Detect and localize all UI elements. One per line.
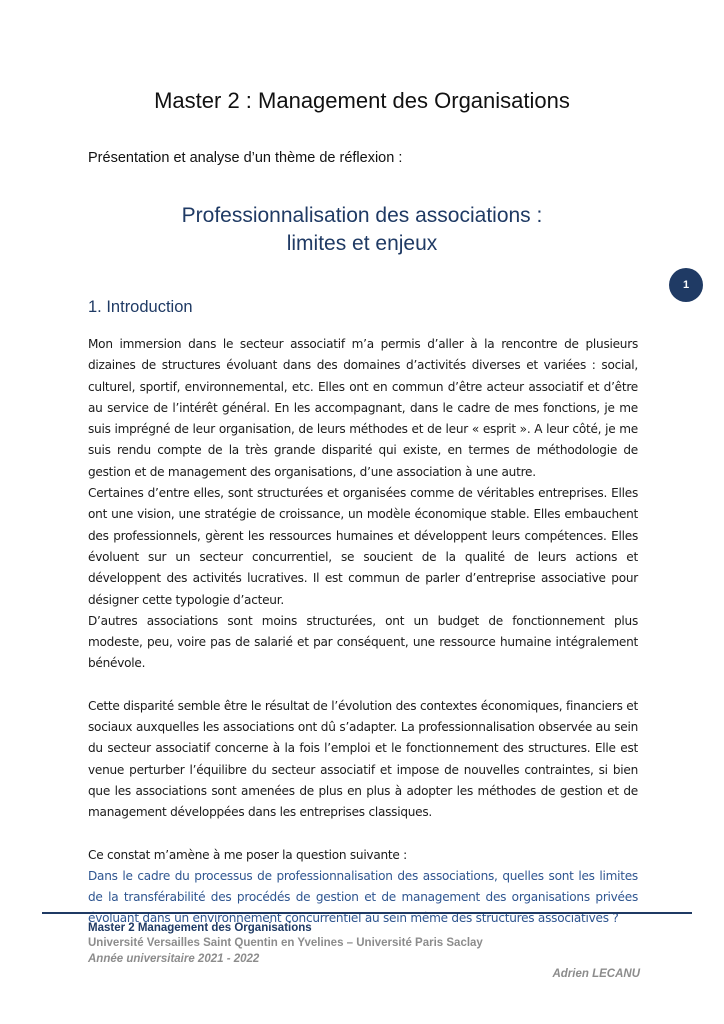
footer-divider: [42, 912, 692, 914]
section-heading: 1. Introduction: [88, 298, 193, 316]
footer-universities: Université Versailles Saint Quentin en Yvelines – Université Paris Saclay: [88, 937, 483, 949]
page-number-badge: 1: [669, 268, 703, 302]
theme-title-line-1: Professionnalisation des associations :: [181, 204, 543, 227]
paragraph: Ce constat m’amène à me poser la question suivante :: [88, 847, 408, 862]
research-question: Dans le cadre du processus de professionnalisation des associations, quelles sont les limites de la transférabilité des procédés de gestion et de management des organisations privées évoluant dans un environnement concurrentiel au sein même des structures associatives ?: [88, 868, 638, 926]
theme-title-line-2: limites et enjeux: [286, 232, 438, 255]
document-title: Master 2 : Management des Organisations: [154, 88, 570, 113]
paragraph: Cette disparité semble être le résultat de l’évolution des contextes économiques, financiers et sociaux auxquelles les associations ont dû s’adapter. La professionnalisation observée au sein du secteur associatif concerne à la fois l’emploi et le fonctionnement des structures. Elle est venue perturber l’équilibre du secteur associatif et impose de nouvelles contraintes, si bien que les associations sont amenées de plus en plus à adopter les méthodes de gestion et de management développées dans les entreprises classiques.: [88, 698, 638, 820]
document-subtitle: Présentation et analyse d’un thème de réflexion :: [88, 150, 403, 166]
footer-author: Adrien LECANU: [552, 968, 640, 980]
footer-program: Master 2 Management des Organisations: [88, 922, 312, 934]
paragraph: Certaines d’entre elles, sont structurées et organisées comme de véritables entreprises. Elles ont une vision, une stratégie de croissance, un modèle économique stable. Elles embauchent des professionnels, gèrent les ressources humaines et développent leurs compétences. Elles évoluent sur un secteur concurrentiel, se soucient de la qualité de leurs actions et développent des activités lucratives. Il est commun de parler d’entreprise associative pour désigner cette typologie d’acteur.: [88, 486, 638, 607]
paragraph: Mon immersion dans le secteur associatif m’a permis d’aller à la rencontre de plusieurs dizaines de structures évoluant dans des domaines d’activités diverses et variées : social, culturel, sportif, environnemental, etc. Elles ont en commun d’être acteur associatif et d’être au service de l’intérêt général. En les accompagnant, dans le cadre de mes fonctions, je me suis imprégné de leur organisation, de leurs méthodes et de leur « esprit ». A leur côté, je me suis rendu compte de la très grande disparité qui existe, en termes de méthodologie de gestion et de management des organisations, d’une association à une autre.: [88, 337, 638, 479]
theme-title: [0, 202, 724, 258]
section-body: [88, 334, 638, 930]
footer-academic-year: Année universitaire 2021 - 2022: [88, 953, 260, 965]
paragraph: D’autres associations sont moins structurées, ont un budget de fonctionnement plus modeste, peu, voire pas de salarié et par conséquent, une ressource humaine intégralement bénévole.: [88, 613, 638, 671]
